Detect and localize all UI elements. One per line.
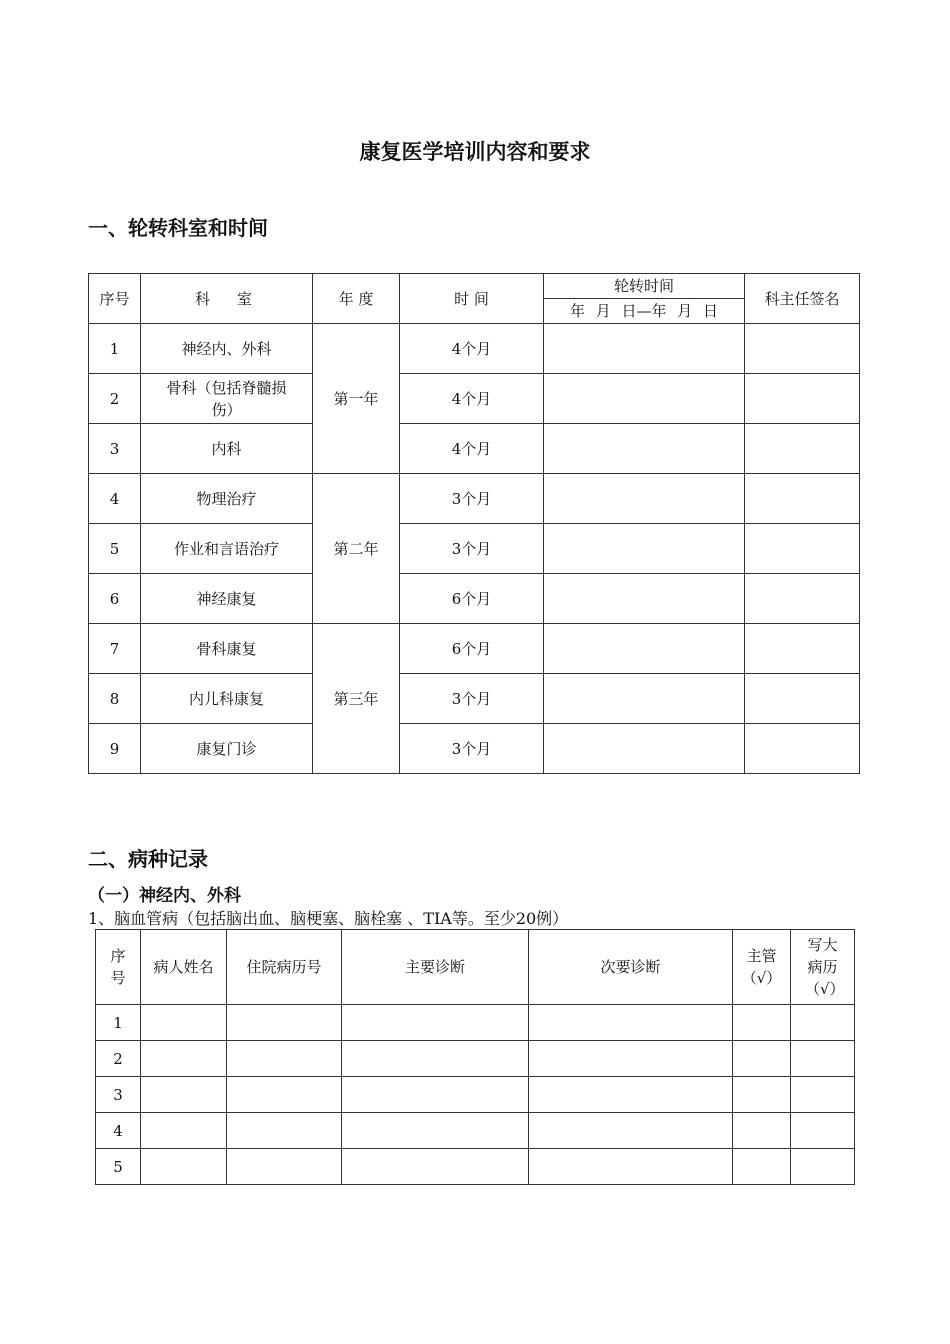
in-charge-cell[interactable]	[733, 1041, 791, 1077]
row-dept: 骨科（包括脊髓损伤）	[141, 374, 313, 424]
rotation-time-cell[interactable]	[544, 724, 745, 774]
row-no: 3	[89, 424, 141, 474]
header-seq: 序号	[89, 274, 141, 324]
row-dept: 康复门诊	[141, 724, 313, 774]
header-secondary-diagnosis: 次要诊断	[529, 930, 733, 1005]
sign-cell[interactable]	[745, 474, 860, 524]
secondary-diagnosis-cell[interactable]	[529, 1077, 733, 1113]
main-diagnosis-cell[interactable]	[342, 1077, 529, 1113]
rotation-time-cell[interactable]	[544, 574, 745, 624]
sign-cell[interactable]	[745, 624, 860, 674]
header-sign: 科主任签名	[745, 274, 860, 324]
table-row	[89, 724, 860, 774]
in-charge-cell[interactable]	[733, 1149, 791, 1185]
rotation-time-cell[interactable]	[544, 424, 745, 474]
row-no: 6	[89, 574, 141, 624]
secondary-diagnosis-cell[interactable]	[529, 1113, 733, 1149]
header-patient-name: 病人姓名	[141, 930, 227, 1005]
row-no: 2	[96, 1041, 141, 1077]
row-time: 3个月	[400, 674, 544, 724]
row-no: 2	[89, 374, 141, 424]
table-row	[96, 1077, 855, 1113]
row-no: 1	[96, 1005, 141, 1041]
table-row	[96, 1005, 855, 1041]
section-heading-rotation: 一、轮转科室和时间	[88, 216, 268, 240]
table-row	[89, 324, 860, 374]
header-main-diagnosis: 主要诊断	[342, 930, 529, 1005]
wrote-record-cell[interactable]	[791, 1005, 855, 1041]
wrote-record-cell[interactable]	[791, 1113, 855, 1149]
row-dept: 内儿科康复	[141, 674, 313, 724]
header-seq: 序号	[96, 930, 141, 1005]
year-cell: 第一年	[313, 324, 400, 474]
row-time: 3个月	[400, 474, 544, 524]
patient-name-cell[interactable]	[141, 1149, 227, 1185]
row-time: 3个月	[400, 724, 544, 774]
record-no-cell[interactable]	[227, 1005, 342, 1041]
row-no: 8	[89, 674, 141, 724]
table-row	[96, 1113, 855, 1149]
in-charge-cell[interactable]	[733, 1113, 791, 1149]
header-wrote-record: 写大病历（√）	[791, 930, 855, 1005]
patient-name-cell[interactable]	[141, 1113, 227, 1149]
header-in-charge: 主管（√）	[733, 930, 791, 1005]
sign-cell[interactable]	[745, 674, 860, 724]
row-no: 1	[89, 324, 141, 374]
header-year: 年 度	[313, 274, 400, 324]
row-time: 6个月	[400, 574, 544, 624]
rotation-time-cell[interactable]	[544, 324, 745, 374]
row-time: 6个月	[400, 624, 544, 674]
section-heading-disease: 二、病种记录	[88, 847, 208, 871]
header-rotation-dates: 年 月 日—年 月 日	[544, 299, 745, 324]
row-dept: 物理治疗	[141, 474, 313, 524]
row-no: 9	[89, 724, 141, 774]
wrote-record-cell[interactable]	[791, 1077, 855, 1113]
table-row	[89, 424, 860, 474]
year-cell: 第三年	[313, 624, 400, 774]
header-time: 时 间	[400, 274, 544, 324]
sign-cell[interactable]	[745, 524, 860, 574]
secondary-diagnosis-cell[interactable]	[529, 1005, 733, 1041]
table-row	[89, 624, 860, 674]
row-dept: 神经内、外科	[141, 324, 313, 374]
record-no-cell[interactable]	[227, 1041, 342, 1077]
rotation-time-cell[interactable]	[544, 474, 745, 524]
row-dept: 神经康复	[141, 574, 313, 624]
table-row	[96, 1149, 855, 1185]
in-charge-cell[interactable]	[733, 1005, 791, 1041]
main-diagnosis-cell[interactable]	[342, 1113, 529, 1149]
row-no: 5	[96, 1149, 141, 1185]
row-no: 4	[89, 474, 141, 524]
sub-heading-neuro: （一）神经内、外科	[88, 886, 241, 906]
disease-table	[95, 929, 855, 1185]
main-diagnosis-cell[interactable]	[342, 1005, 529, 1041]
sign-cell[interactable]	[745, 324, 860, 374]
header-dept: 科 室	[141, 274, 313, 324]
row-time: 4个月	[400, 324, 544, 374]
record-no-cell[interactable]	[227, 1077, 342, 1113]
table-row	[89, 674, 860, 724]
patient-name-cell[interactable]	[141, 1077, 227, 1113]
wrote-record-cell[interactable]	[791, 1041, 855, 1077]
row-dept: 作业和言语治疗	[141, 524, 313, 574]
table-row	[89, 574, 860, 624]
patient-name-cell[interactable]	[141, 1041, 227, 1077]
row-time: 4个月	[400, 424, 544, 474]
row-time: 4个月	[400, 374, 544, 424]
rotation-time-cell[interactable]	[544, 674, 745, 724]
secondary-diagnosis-cell[interactable]	[529, 1149, 733, 1185]
rotation-time-cell[interactable]	[544, 524, 745, 574]
page-title: 康复医学培训内容和要求	[359, 140, 591, 164]
year-cell: 第二年	[313, 474, 400, 624]
table-row	[96, 1041, 855, 1077]
main-diagnosis-cell[interactable]	[342, 1041, 529, 1077]
main-diagnosis-cell[interactable]	[342, 1149, 529, 1185]
sign-cell[interactable]	[745, 724, 860, 774]
table-row	[89, 524, 860, 574]
row-dept: 内科	[141, 424, 313, 474]
disease-note: 1、脑血管病（包括脑出血、脑梗塞、脑栓塞 、TIA等。至少20例）	[88, 909, 569, 928]
rotation-time-cell[interactable]	[544, 624, 745, 674]
header-rotation: 轮转时间	[544, 274, 745, 299]
patient-name-cell[interactable]	[141, 1005, 227, 1041]
row-time: 3个月	[400, 524, 544, 574]
table-row	[89, 374, 860, 424]
sign-cell[interactable]	[745, 574, 860, 624]
record-no-cell[interactable]	[227, 1113, 342, 1149]
row-no: 5	[89, 524, 141, 574]
row-no: 3	[96, 1077, 141, 1113]
secondary-diagnosis-cell[interactable]	[529, 1041, 733, 1077]
record-no-cell[interactable]	[227, 1149, 342, 1185]
sign-cell[interactable]	[745, 424, 860, 474]
row-dept: 骨科康复	[141, 624, 313, 674]
in-charge-cell[interactable]	[733, 1077, 791, 1113]
rotation-time-cell[interactable]	[544, 374, 745, 424]
row-no: 7	[89, 624, 141, 674]
row-no: 4	[96, 1113, 141, 1149]
table-row	[89, 474, 860, 524]
wrote-record-cell[interactable]	[791, 1149, 855, 1185]
header-record-no: 住院病历号	[227, 930, 342, 1005]
sign-cell[interactable]	[745, 374, 860, 424]
rotation-table	[88, 273, 860, 774]
